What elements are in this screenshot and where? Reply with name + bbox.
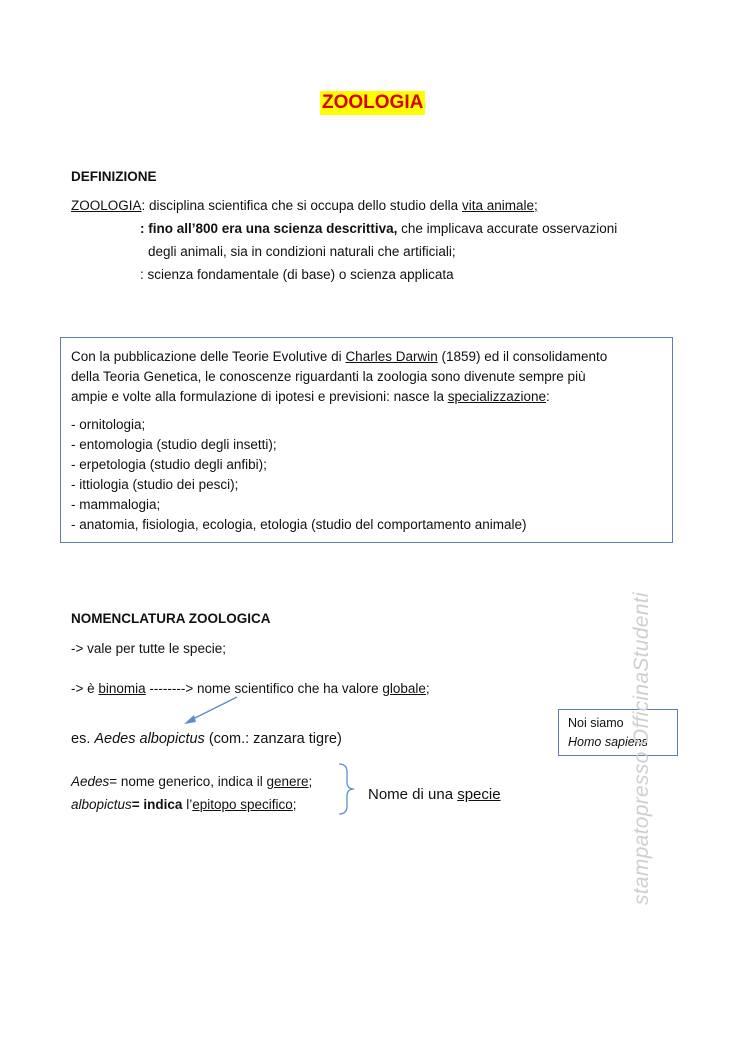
common-name: (com.: zanzara tigre)	[204, 731, 342, 747]
curly-brace-icon	[337, 762, 359, 816]
list-item: - anatomia, fisiologia, ecologia, etologia (studio del comportamento animale)	[71, 517, 527, 532]
note-line-1: Noi siamo	[568, 716, 624, 730]
nomenclatura-line-1: -> vale per tutte le specie;	[71, 641, 226, 656]
specializzazione-box	[60, 337, 673, 543]
list-item: - ornitologia;	[71, 417, 146, 432]
arrow-icon	[180, 694, 240, 728]
definizione-heading: DEFINIZIONE	[71, 169, 157, 184]
specializzazione-link: specializzazione	[447, 389, 547, 404]
note-box	[558, 709, 678, 756]
list-item: - entomologia (studio degli insetti);	[71, 437, 277, 452]
binomia-link: binomia	[98, 681, 146, 696]
epithet-line	[71, 796, 297, 814]
watermark: stampatopresso OfficinaStudenti	[630, 592, 653, 905]
specie-link: specie	[457, 786, 501, 803]
binomia-prefix: -> è	[71, 681, 99, 696]
nomenclatura-line-2	[71, 680, 430, 698]
example-prefix: es.	[71, 731, 95, 747]
epithet-text: l’	[182, 797, 193, 812]
note-line-2: Homo sapiens	[568, 735, 648, 749]
definizione-line-2	[140, 220, 617, 238]
genus-text: = nome generico, indica il	[109, 774, 267, 789]
box-para-1	[71, 347, 607, 367]
species-name: Aedes albopictus	[94, 731, 205, 747]
box-para-3	[71, 387, 550, 407]
descrittiva-text: : fino all’800 era una scienza descrittiva,	[140, 221, 398, 236]
list-item: - erpetologia (studio degli anfibi);	[71, 457, 267, 472]
brace-label-text: Nome di una	[368, 786, 458, 803]
box-para-3-text: ampie e volte alla formulazione di ipotesi e previsioni: nasce la	[71, 389, 448, 404]
definizione-line-3: degli animali, sia in condizioni naturali che artificiali;	[148, 244, 456, 259]
genus-end: ;	[308, 774, 313, 789]
box-para-1-end: (1859) ed il consolidamento	[437, 349, 608, 364]
term-zoologia: ZOOLOGIA	[71, 198, 142, 213]
box-para-3-end: :	[546, 389, 550, 404]
epithet-end: ;	[292, 797, 297, 812]
nomenclatura-heading: NOMENCLATURA ZOOLOGICA	[71, 611, 271, 626]
genus-name: Aedes	[71, 774, 110, 789]
genus-line	[71, 773, 312, 791]
list-item: - mammalogia;	[71, 497, 161, 512]
list-item: - ittiologia (studio dei pesci);	[71, 477, 239, 492]
binomia-end: ;	[425, 681, 430, 696]
epitopo-link: epitopo specifico	[192, 797, 293, 812]
globale-link: globale	[382, 681, 426, 696]
descrittiva-rest: che implicava accurate osservazioni	[397, 221, 618, 236]
page-title: ZOOLOGIA	[322, 92, 424, 113]
brace-label	[368, 786, 501, 804]
definition-text: : disciplina scientifica che si occupa dello studio della	[141, 198, 462, 213]
box-para-2: della Teoria Genetica, le conoscenze riguardanti la zoologia sono divenute sempre più	[71, 369, 586, 384]
genere-link: genere	[266, 774, 309, 789]
example-line	[71, 730, 342, 748]
definizione-line-4: : scienza fondamentale (di base) o scienza applicata	[140, 267, 454, 282]
epithet-bold: = indica	[131, 797, 183, 812]
vita-animale-link: vita animale;	[461, 198, 538, 213]
binomia-text: --------> nome scientifico che ha valore	[145, 681, 383, 696]
charles-darwin-link: Charles Darwin	[345, 349, 438, 364]
epithet-name: albopictus	[71, 797, 132, 812]
definizione-line-1	[71, 197, 538, 215]
box-para-1-text: Con la pubblicazione delle Teorie Evolutive di	[71, 349, 346, 364]
